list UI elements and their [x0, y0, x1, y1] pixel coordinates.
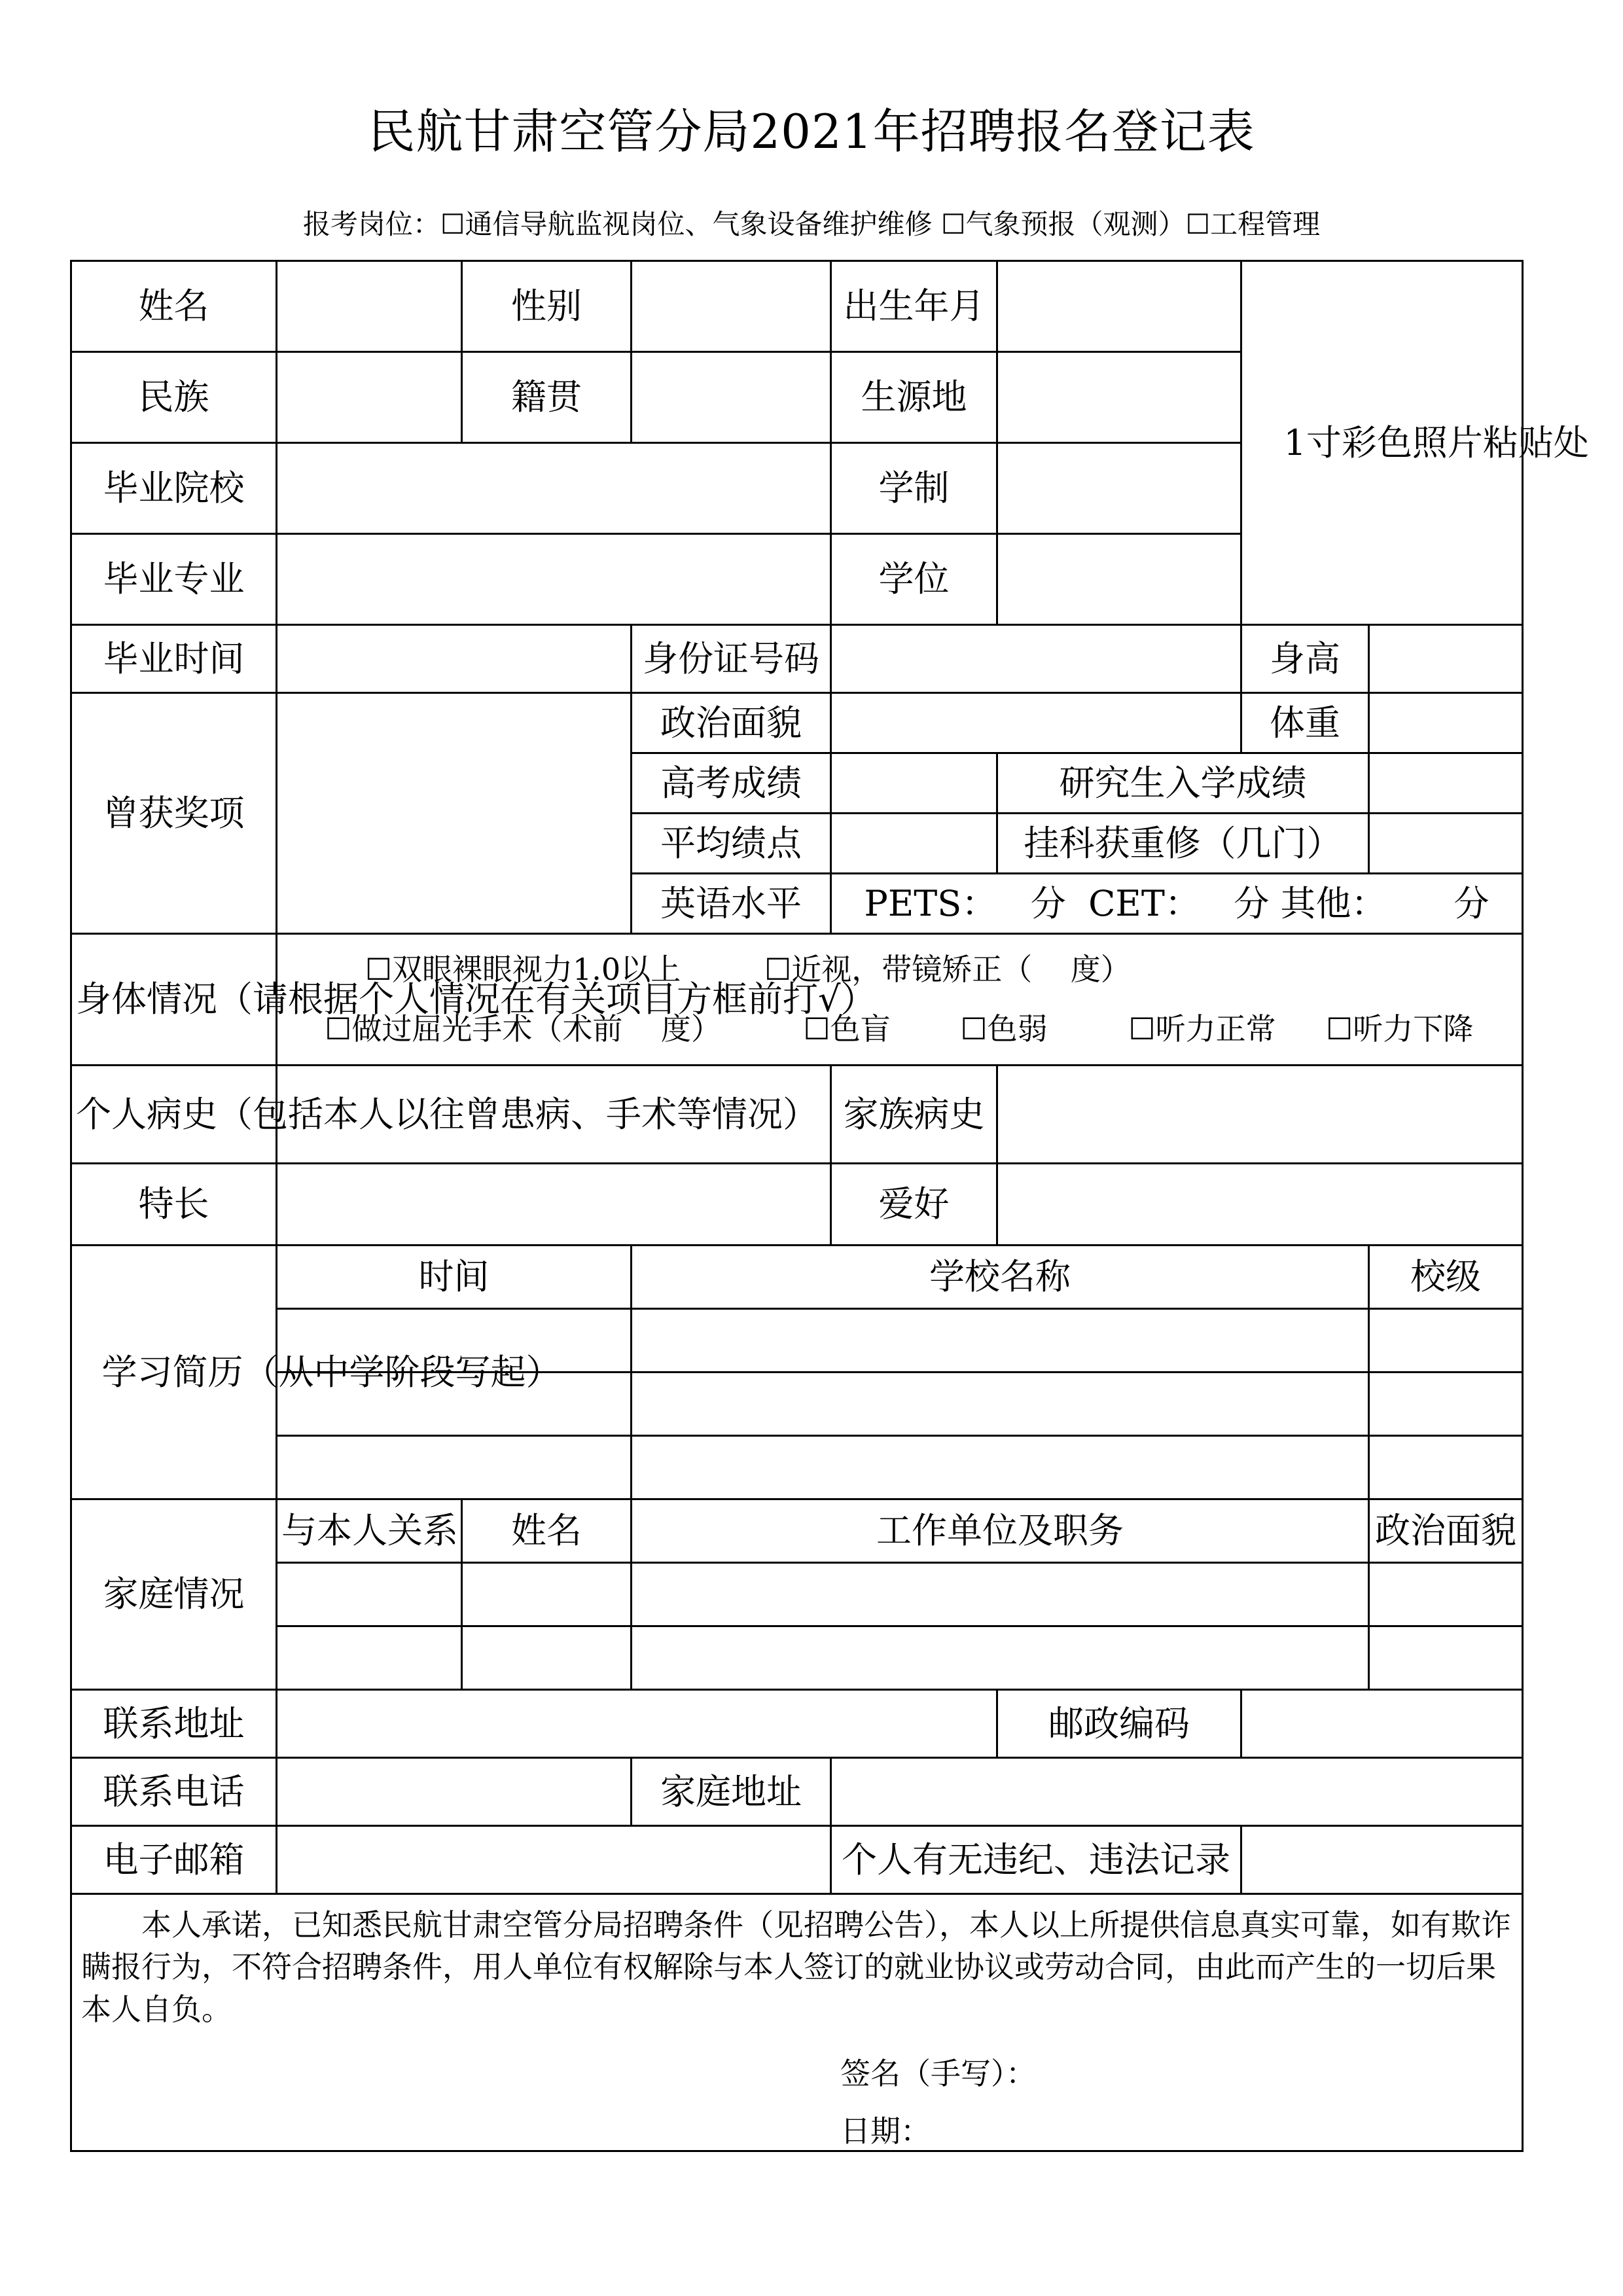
family-row2-political[interactable]: [1369, 1626, 1523, 1690]
birth-input[interactable]: [997, 261, 1241, 352]
native-place-label: 籍贯: [462, 352, 632, 443]
duration-label: 学制: [831, 443, 997, 534]
signature-label[interactable]: 签名（手写）：: [840, 2056, 1036, 2092]
retake-input[interactable]: [1369, 814, 1523, 874]
gender-input[interactable]: [632, 261, 831, 352]
native-place-input[interactable]: [632, 352, 831, 443]
home-address-input[interactable]: [831, 1758, 1523, 1826]
family-header-name: 姓名: [462, 1499, 632, 1563]
family-medical-label: 家族病史: [831, 1066, 997, 1164]
date-label[interactable]: 日期：: [840, 2113, 931, 2149]
family-row1-name[interactable]: [462, 1563, 632, 1626]
edu-header-level: 校级: [1369, 1246, 1523, 1309]
edu-row1-school[interactable]: [632, 1309, 1369, 1372]
physical-label: 身体情况（请根据个人情况在有关项目方框前打√）: [71, 934, 277, 1066]
id-number-label: 身份证号码: [632, 625, 831, 693]
birth-label: 出生年月: [831, 261, 997, 352]
name-input[interactable]: [277, 261, 462, 352]
hearing-normal-checkbox[interactable]: ☐听力正常: [1128, 1011, 1276, 1047]
family-row1-relation[interactable]: [277, 1563, 462, 1626]
school-input[interactable]: [277, 443, 831, 534]
registration-form-table: [70, 260, 1589, 2152]
weight-label: 体重: [1241, 693, 1369, 753]
postcode-label: 邮政编码: [997, 1690, 1241, 1758]
family-header-work: 工作单位及职务: [632, 1499, 1369, 1563]
hobby-input[interactable]: [997, 1164, 1523, 1246]
form-title: 民航甘肃空管分局2021年招聘报名登记表: [368, 104, 1255, 159]
specialty-input[interactable]: [277, 1164, 831, 1246]
family-row2-relation[interactable]: [277, 1626, 462, 1690]
gpa-label: 平均绩点: [632, 814, 831, 874]
refractive-surgery-checkbox[interactable]: ☐做过屈光手术（术前 度）: [325, 1011, 721, 1047]
major-input[interactable]: [277, 534, 831, 625]
edu-header-school: 学校名称: [632, 1246, 1369, 1309]
record-input[interactable]: [1241, 1826, 1523, 1894]
edu-row2-school[interactable]: [632, 1372, 1369, 1436]
gender-label: 性别: [462, 261, 632, 352]
myopia-checkbox[interactable]: ☐近视，带镜矫正（ 度）: [764, 951, 1131, 987]
pledge-section: [71, 1894, 1523, 2151]
grad-time-input[interactable]: [277, 625, 632, 693]
record-label: 个人有无违纪、违法记录: [831, 1826, 1241, 1894]
family-medical-input[interactable]: [997, 1066, 1523, 1164]
personal-medical-label: 个人病史（包括本人以往曾患病、手术等情况）: [71, 1066, 277, 1164]
photo-label: 1寸彩色照片粘贴处: [1283, 422, 1589, 463]
gaokao-input[interactable]: [831, 753, 997, 814]
political-label: 政治面貌: [632, 693, 831, 753]
name-label: 姓名: [71, 261, 277, 352]
email-label: 电子邮箱: [71, 1826, 277, 1894]
photo-area[interactable]: [1241, 261, 1589, 625]
color-blind-checkbox[interactable]: ☐色盲: [803, 1011, 891, 1047]
postcode-input[interactable]: [1241, 1690, 1523, 1758]
family-row1-work[interactable]: [632, 1563, 1369, 1626]
duration-input[interactable]: [997, 443, 1241, 534]
family-label: 家庭情况: [71, 1499, 277, 1690]
ethnicity-label: 民族: [71, 352, 277, 443]
position-line: [0, 208, 1623, 241]
edu-header-time: 时间: [277, 1246, 632, 1309]
education-label-text: 学习简历（从中学阶段写起）: [101, 1351, 562, 1393]
height-label: 身高: [1241, 625, 1369, 693]
edu-row2-level[interactable]: [1369, 1372, 1523, 1436]
phone-label: 联系电话: [71, 1758, 277, 1826]
degree-label: 学位: [831, 534, 997, 625]
address-label: 联系地址: [71, 1690, 277, 1758]
position-option-comm[interactable]: ☐通信导航监视岗位、气象设备维护维修: [440, 208, 933, 240]
specialty-label: 特长: [71, 1164, 277, 1246]
color-weak-checkbox[interactable]: ☐色弱: [960, 1011, 1048, 1047]
position-option-forecast[interactable]: ☐气象预报（观测）: [940, 208, 1186, 240]
weight-input[interactable]: [1369, 693, 1523, 753]
position-option-engineering[interactable]: ☐工程管理: [1185, 208, 1321, 240]
edu-row1-level[interactable]: [1369, 1309, 1523, 1372]
edu-row3-school[interactable]: [632, 1436, 1369, 1499]
email-input[interactable]: [277, 1826, 831, 1894]
ethnicity-input[interactable]: [277, 352, 462, 443]
id-number-input[interactable]: [831, 625, 1241, 693]
edu-row3-level[interactable]: [1369, 1436, 1523, 1499]
english-label: 英语水平: [632, 874, 831, 934]
hobby-label: 爱好: [831, 1164, 997, 1246]
family-row2-name[interactable]: [462, 1626, 632, 1690]
vision-normal-checkbox[interactable]: ☐双眼裸眼视力1.0以上: [365, 951, 681, 987]
family-header-relation: 与本人关系: [277, 1499, 462, 1563]
major-label: 毕业专业: [71, 534, 277, 625]
awards-input[interactable]: [277, 693, 632, 934]
grad-exam-label: 研究生入学成绩: [997, 753, 1369, 814]
english-scores-input[interactable]: PETS： 分 CET： 分 其他： 分: [831, 874, 1523, 934]
family-header-political: 政治面貌: [1369, 1499, 1523, 1563]
gaokao-label: 高考成绩: [632, 753, 831, 814]
home-address-label: 家庭地址: [632, 1758, 831, 1826]
degree-input[interactable]: [997, 534, 1241, 625]
family-row2-work[interactable]: [632, 1626, 1369, 1690]
address-input[interactable]: [277, 1690, 997, 1758]
retake-label: 挂科获重修（几门）: [997, 814, 1369, 874]
family-row1-political[interactable]: [1369, 1563, 1523, 1626]
gpa-input[interactable]: [831, 814, 997, 874]
origin-input[interactable]: [997, 352, 1241, 443]
phone-input[interactable]: [277, 1758, 632, 1826]
edu-row3-time[interactable]: [277, 1436, 632, 1499]
grad-exam-input[interactable]: [1369, 753, 1523, 814]
position-label: 报考岗位：: [302, 208, 440, 240]
awards-label: 曾获奖项: [71, 693, 277, 934]
school-label: 毕业院校: [71, 443, 277, 534]
pledge-text: 本人承诺，已知悉民航甘肃空管分局招聘条件（见招聘公告），本人以上所提供信息真实可靠，如有欺诈瞒报行为，不符合招聘条件，用人单位有权解除与本人签订的就业协议或劳动合同，由此而产生的一切后果本人自负。: [81, 1907, 1511, 2027]
origin-label: 生源地: [831, 352, 997, 443]
grad-time-label: 毕业时间: [71, 625, 277, 693]
height-input[interactable]: [1369, 625, 1523, 693]
political-input[interactable]: [831, 693, 1241, 753]
hearing-impaired-checkbox[interactable]: ☐听力下降: [1326, 1011, 1474, 1047]
